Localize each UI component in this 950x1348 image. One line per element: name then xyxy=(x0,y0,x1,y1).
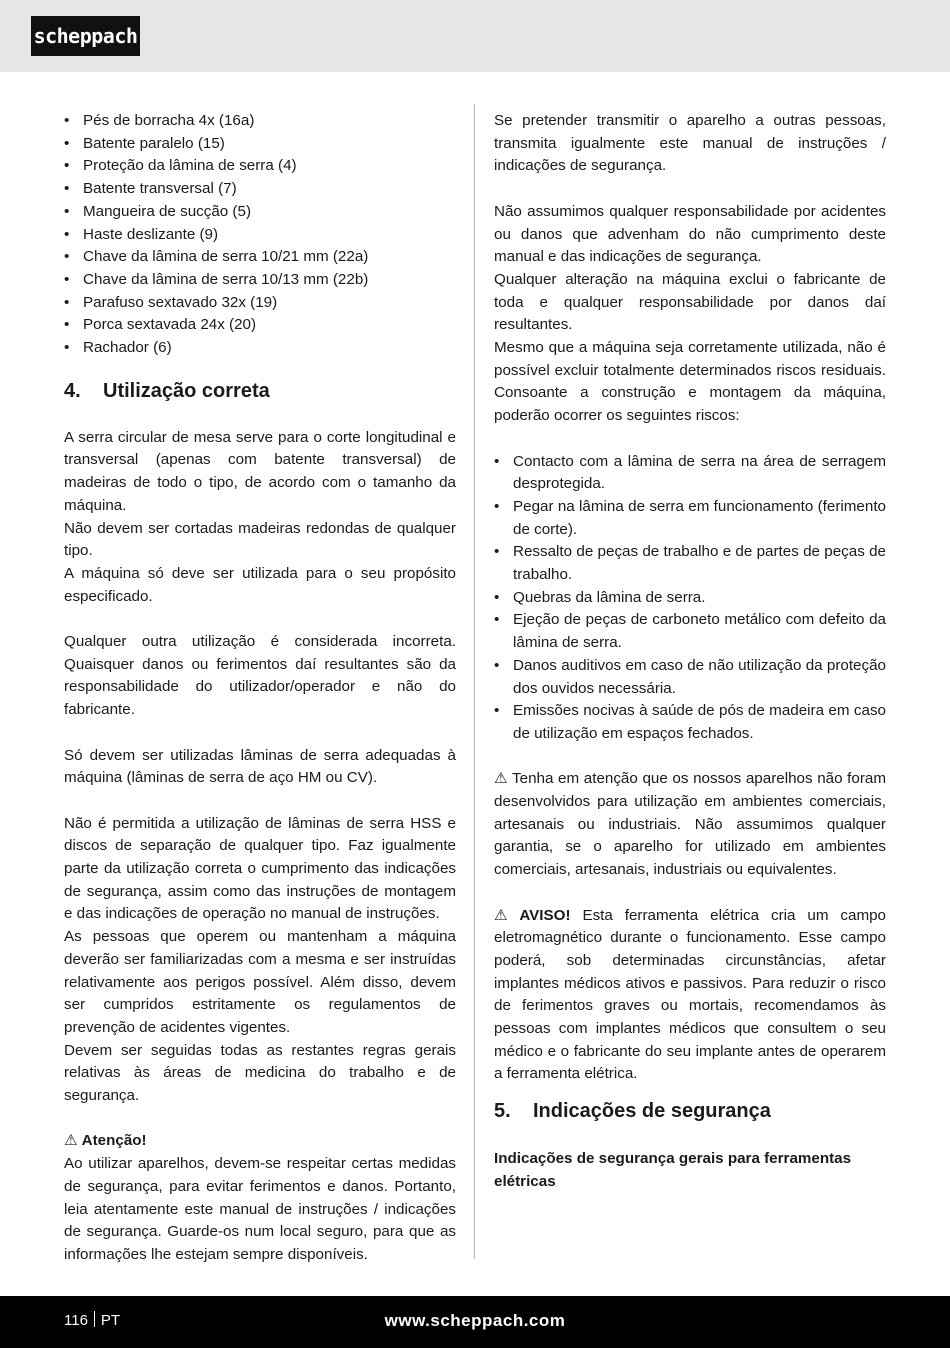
website-url: www.scheppach.com xyxy=(384,1311,566,1330)
paragraph: Se pretender transmitir o aparelho a outras pessoas, transmita igualmente este manual de instruções / indicações de segurança. xyxy=(494,112,886,175)
list-item: • Batente paralelo (15) xyxy=(64,133,456,156)
paragraph: Não assumimos qualquer responsabilidade por acidentes ou danos que advenham do não cumprimento deste manual e das indicações de segurança. xyxy=(494,202,886,266)
brand-logo: scheppach xyxy=(31,16,140,56)
paragraph: Só devem ser utilizadas lâminas de serra adequadas à máquina (lâminas de serra de aço HM ou CV). xyxy=(64,746,456,787)
list-item: • Quebras da lâmina de serra. xyxy=(494,587,886,610)
list-item: • Rachador (6) xyxy=(64,337,456,360)
warning-triangle-icon: ⚠ xyxy=(64,1132,78,1150)
section-5-heading xyxy=(494,1096,886,1126)
section-title: Utilização correta xyxy=(103,379,270,402)
paragraph: Qualquer alteração na máquina exclui o fabricante de toda e qualquer responsabilidade por danos daí resultantes. xyxy=(494,270,886,334)
paragraph: A serra circular de mesa serve para o corte longitudinal e transversal (apenas com batente transversal) de madeiras de todo o tipo, de acordo com o tamanho da máquina. xyxy=(64,428,456,514)
paragraph: A máquina só deve ser utilizada para o seu propósito especificado. xyxy=(64,564,456,605)
column-divider xyxy=(474,104,475,1259)
paragraph: Não é permitida a utilização de lâminas de serra HSS e discos de separação de qualquer tipo. Faz igualmente parte da utilização correta o cumprimento das indicações de segurança, assim como das instruções de montagem e das indicações de operação no manual de instruções. xyxy=(64,814,456,923)
footer-bar xyxy=(0,1296,950,1348)
section-4-heading xyxy=(64,376,456,406)
attention-heading: ⚠ Atenção! xyxy=(64,1132,147,1150)
list-item: • Batente transversal (7) xyxy=(64,178,456,201)
paragraph: Não devem ser cortadas madeiras redondas de qualquer tipo. xyxy=(64,519,456,560)
paragraph: Devem ser seguidas todas as restantes regras gerais relativas às áreas de medicina do trabalho e de segurança. xyxy=(64,1041,456,1105)
warning-label: AVISO! xyxy=(519,906,571,924)
paragraph: Mesmo que a máquina seja corretamente utilizada, não é possível excluir totalmente determinados riscos residuais. Consoante a construção e montagem da máquina, poderão ocorrer os seguintes riscos: xyxy=(494,339,886,425)
header-band xyxy=(0,0,950,72)
list-item: • Parafuso sextavado 32x (19) xyxy=(64,292,456,315)
paragraph: As pessoas que operem ou mantenham a máquina deverão ser familiarizadas com a mesma e ser instruídas relativamente aos perigos possível. Além disso, devem ser cumpridos estritamente os regulamentos de prevenção de acidentes vigentes. xyxy=(64,928,456,1036)
section-number: 5. xyxy=(494,1100,511,1123)
warning-triangle-icon: ⚠ xyxy=(494,906,516,924)
section-title: Indicações de segurança xyxy=(533,1100,771,1123)
list-item: • Porca sextavada 24x (20) xyxy=(64,314,456,337)
commercial-use-note: ⚠ Tenha em atenção que os nossos aparelhos não foram desenvolvidos para utilização em ambientes comerciais, artesanais ou industriais. Não assumimos qualquer garantia, se o aparelho for utilizado em ambientes comerciais, artesanais, industriais ou equivalentes. xyxy=(494,770,886,879)
parts-list xyxy=(64,110,456,360)
list-item: • Haste deslizante (9) xyxy=(64,224,456,247)
left-column xyxy=(64,110,456,1267)
list-item: • Emissões nocivas à saúde de pós de madeira em caso de utilização em espaços fechados. xyxy=(494,700,886,745)
list-item: • Chave da lâmina de serra 10/13 mm (22b) xyxy=(64,269,456,292)
list-item: • Danos auditivos em caso de não utilização da proteção dos ouvidos necessária. xyxy=(494,655,886,700)
language-code: PT xyxy=(100,1312,121,1329)
warning-triangle-icon: ⚠ xyxy=(494,770,509,788)
list-item: • Proteção da lâmina de serra (4) xyxy=(64,155,456,178)
list-item: • Pés de borracha 4x (16a) xyxy=(64,110,456,133)
list-item: • Chave da lâmina de serra 10/21 mm (22a) xyxy=(64,246,456,269)
list-item: • Ejeção de peças de carboneto metálico com defeito da lâmina de serra. xyxy=(494,609,886,654)
right-column xyxy=(494,110,886,1194)
page-number: 116 PT xyxy=(64,1312,121,1329)
paragraph: Qualquer outra utilização é considerada incorreta. Quaisquer danos ou ferimentos daí resultantes são da responsabilidade do utilizador/operador e não do fabricante. xyxy=(64,633,456,719)
list-item: • Mangueira de sucção (5) xyxy=(64,201,456,224)
section-number: 4. xyxy=(64,379,81,402)
list-item: • Pegar na lâmina de serra em funcionamento (ferimento de corte). xyxy=(494,496,886,541)
emf-warning: ⚠ AVISO! Esta ferramenta elétrica cria um campo eletromagnético durante o funcionamento. Esse campo poderá, sob determinadas circunstâncias, afetar implantes médicos ativos e passivos. Para reduzir o risco de ferimentos graves ou mortais, recomendamos às pessoas com implantes médicos que consultem o seu médico e o fabricante do seu implante antes de operarem a ferramenta elétrica. xyxy=(494,906,886,1083)
paragraph: Ao utilizar aparelhos, devem-se respeitar certas medidas de segurança, para evitar ferimentos e danos. Portanto, leia atentamente este manual de instruções / indicações de segurança. Guarde-os num local seguro, para que as informações lhe estejam sempre disponíveis. xyxy=(64,1155,456,1263)
list-item: • Contacto com a lâmina de serra na área de serragem desprotegida. xyxy=(494,451,886,496)
sub-heading: Indicações de segurança gerais para ferramentas elétricas xyxy=(494,1150,852,1190)
risks-list xyxy=(494,451,886,746)
list-item: • Ressalto de peças de trabalho e de partes de peças de trabalho. xyxy=(494,541,886,586)
